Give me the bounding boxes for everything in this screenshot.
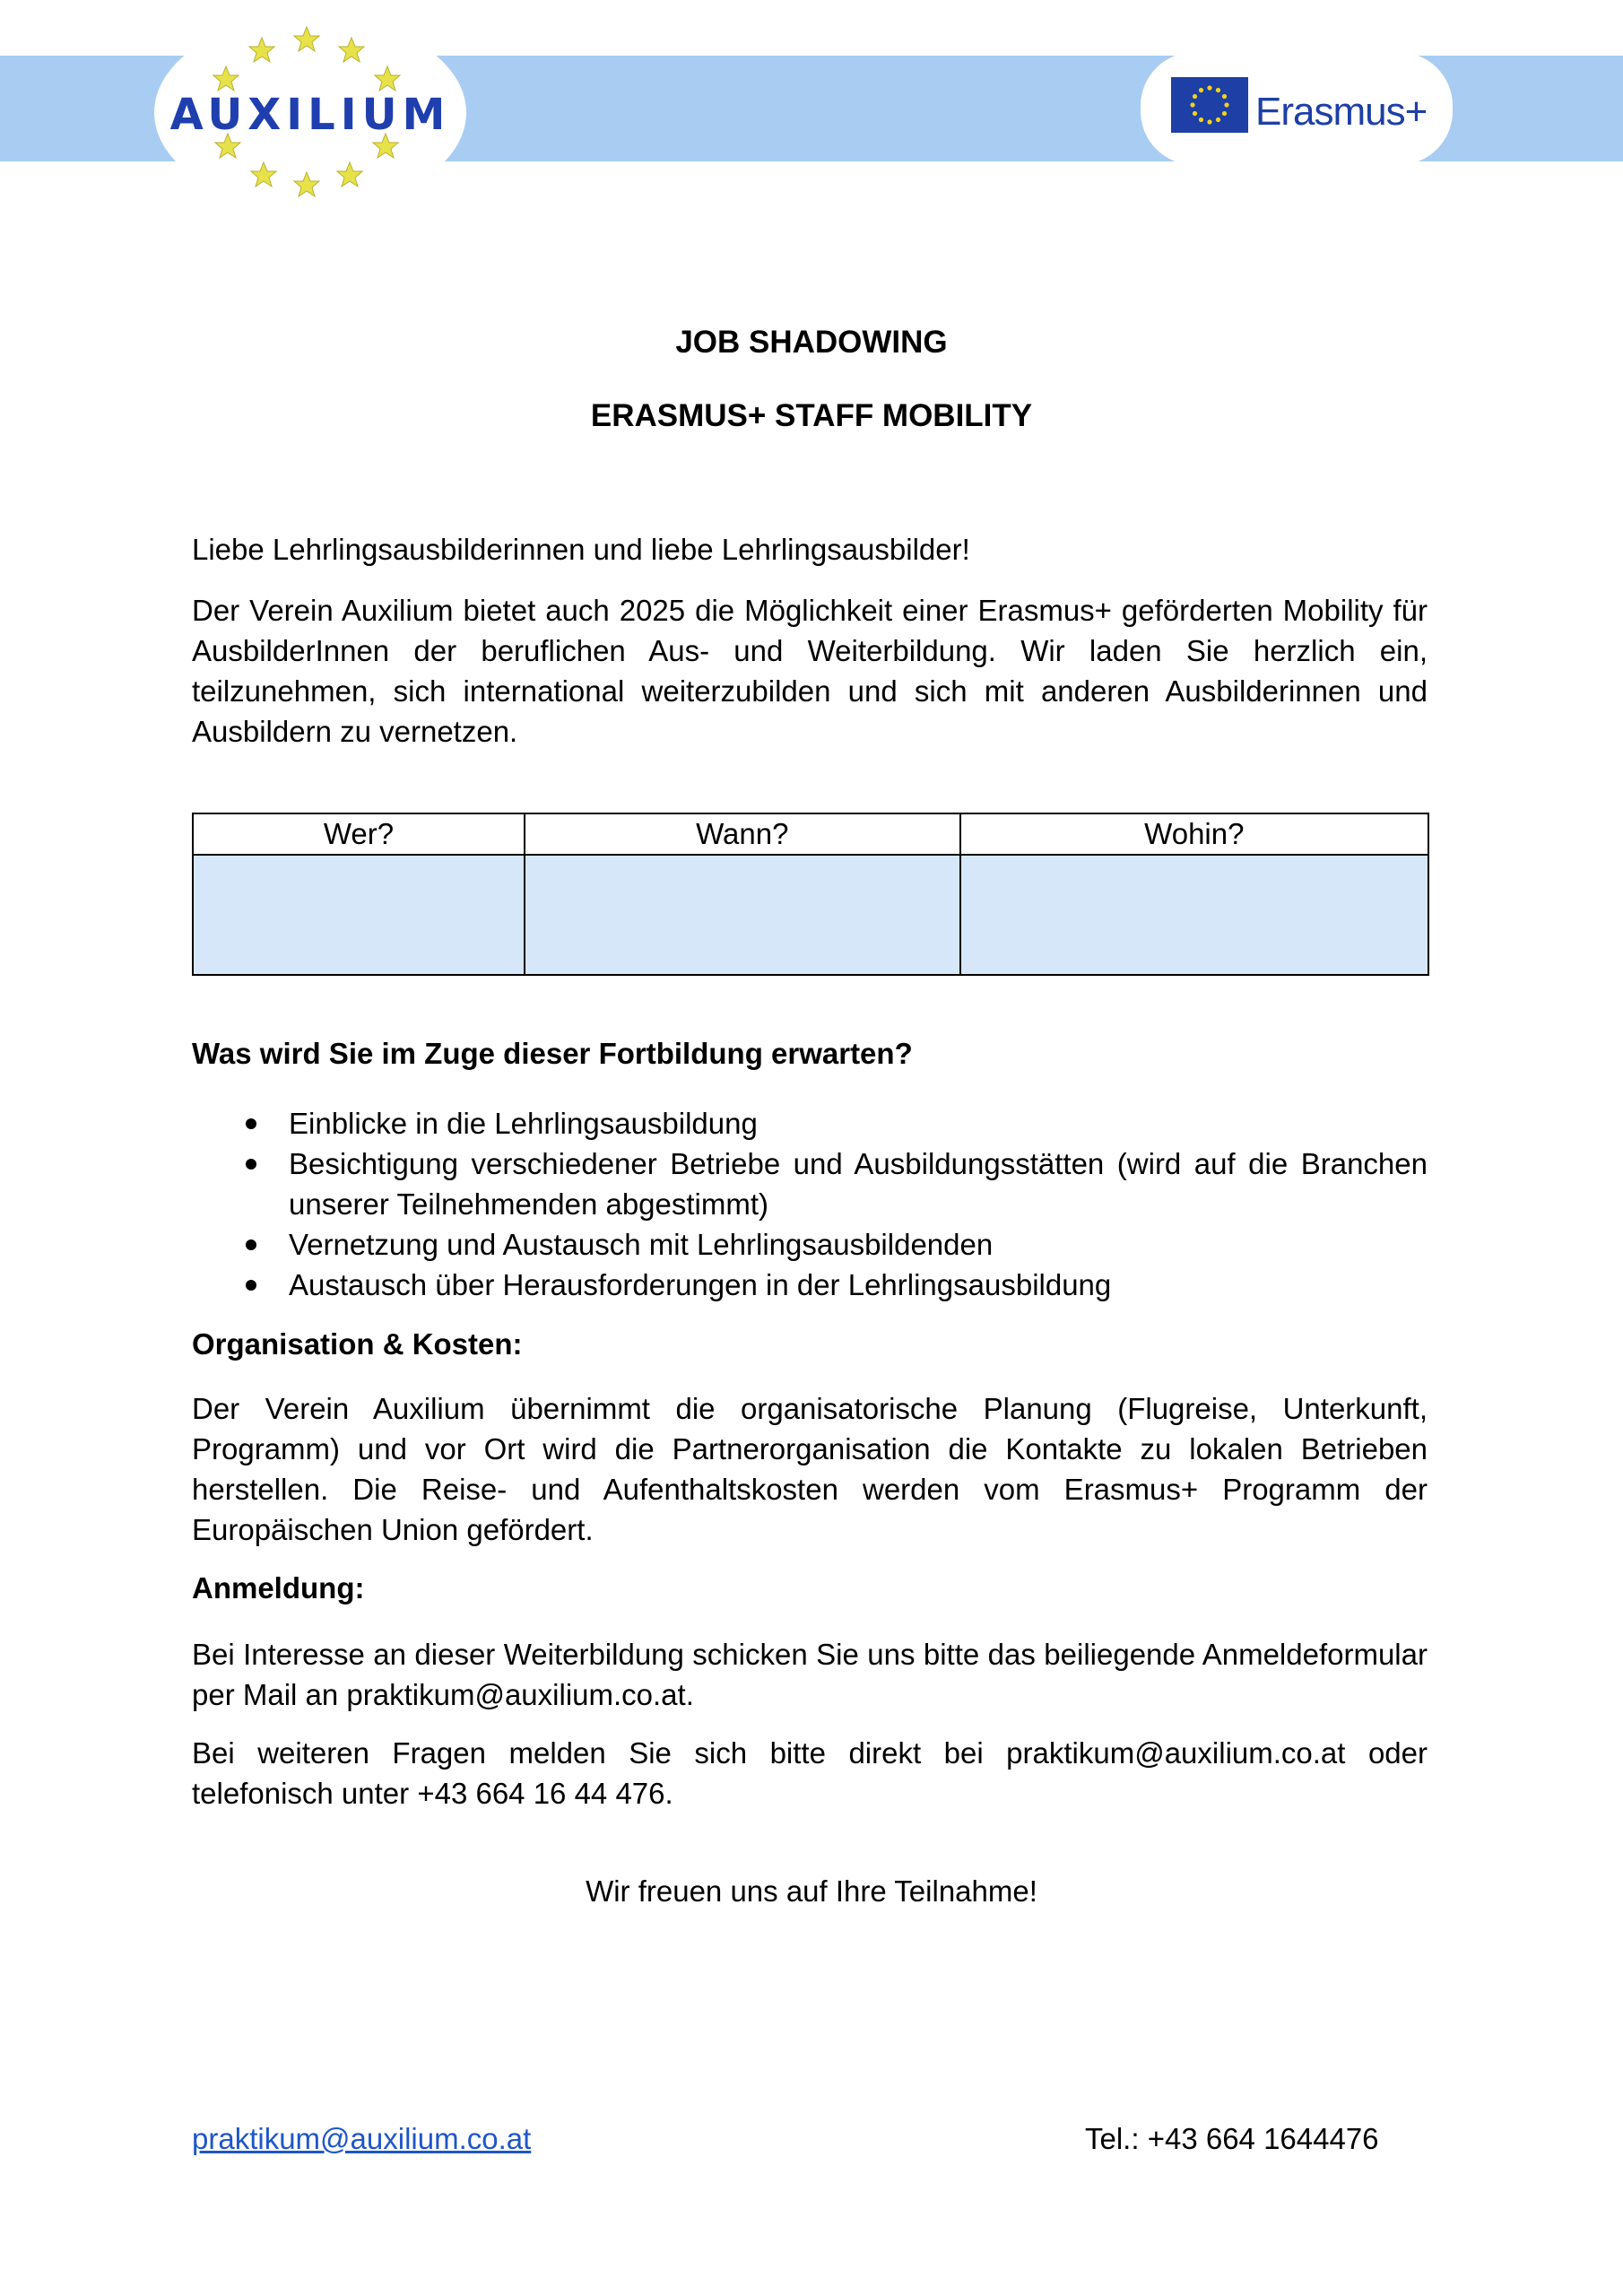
star-icon xyxy=(213,66,239,91)
star-icon xyxy=(249,38,274,62)
table-header-where: Wohin? xyxy=(960,813,1428,855)
closing-line: Wir freuen uns auf Ihre Teilnahme! xyxy=(586,1874,1037,1908)
list-item: Austausch über Herausforderungen in der Lehrlingsausbildung xyxy=(192,1265,1428,1305)
star-icon xyxy=(294,172,319,196)
eu-flag-icon xyxy=(1171,77,1248,133)
org-heading: Organisation & Kosten: xyxy=(192,1327,523,1361)
star-icon xyxy=(375,66,400,91)
list-item: Vernetzung und Austausch mit Lehrlingsausbildenden xyxy=(192,1224,1428,1265)
greeting: Liebe Lehrlingsausbilderinnen und liebe Lehrlingsausbilder! xyxy=(192,533,970,566)
table-cell-who xyxy=(193,855,525,975)
expect-list xyxy=(192,1103,1428,1305)
bullet-icon xyxy=(246,1118,256,1129)
questions-paragraph: Bei weiteren Fragen melden Sie sich bitte direkt bei praktikum@auxilium.co.at oder telefonisch unter +43 664 16 44 476. xyxy=(192,1736,1428,1810)
star-icon xyxy=(339,38,364,62)
list-item: Besichtigung verschiedener Betriebe und Ausbildungsstätten (wird auf die Branchen unserer Teilnehmenden abgestimmt) xyxy=(192,1144,1428,1224)
expect-heading: Was wird Sie im Zuge dieser Fortbildung erwarten? xyxy=(192,1037,913,1070)
signup-paragraph: Bei Interesse an dieser Weiterbildung schicken Sie uns bitte das beiliegende Anmeldeformular per Mail an praktikum@auxilium.co.at. xyxy=(192,1638,1428,1711)
auxilium-logo-text: AUXILIUM xyxy=(169,90,451,140)
footer-phone: Tel.: +43 664 1644476 xyxy=(1085,2122,1379,2155)
auxilium-logo xyxy=(154,16,466,209)
table-header-who: Wer? xyxy=(193,813,525,855)
star-icon xyxy=(337,162,362,187)
bullet-icon xyxy=(246,1280,256,1291)
org-paragraph: Der Verein Auxilium übernimmt die organisatorische Planung (Flugreise, Unterkunft, Programm) und vor Ort wird die Partnerorganisation die Kontakte zu lokalen Betrieben herstellen. Die Reise- und Aufenthaltskosten werden vom Erasmus+ Programm der Europäischen Union gefördert. xyxy=(192,1392,1428,1546)
page-title: JOB SHADOWING xyxy=(675,325,948,360)
footer-email-link[interactable]: praktikum@auxilium.co.at xyxy=(192,2122,532,2155)
erasmus-logo xyxy=(1141,52,1453,165)
page-subtitle: ERASMUS+ STAFF MOBILITY xyxy=(590,398,1033,433)
table-cell-when xyxy=(525,855,960,975)
table-header-when: Wann? xyxy=(525,813,960,855)
intro-paragraph: Der Verein Auxilium bietet auch 2025 die Möglichkeit einer Erasmus+ geförderten Mobility für AusbilderInnen der beruflichen Aus- und Weiterbildung. Wir laden Sie herzlich ein, teilzunehmen, sich international weiterzubilden und sich mit anderen Ausbilderinnen und Ausbildern zu vernetzen. xyxy=(192,594,1428,748)
list-item: Einblicke in die Lehrlingsausbildung xyxy=(192,1103,1428,1144)
bullet-icon xyxy=(246,1159,256,1170)
star-icon xyxy=(251,162,276,187)
bullet-icon xyxy=(246,1239,256,1250)
table-cell-where xyxy=(960,855,1428,975)
star-icon xyxy=(294,27,319,51)
signup-heading: Anmeldung: xyxy=(192,1571,365,1605)
erasmus-logo-text: Erasmus+ xyxy=(1255,90,1428,134)
info-table xyxy=(192,813,1429,976)
